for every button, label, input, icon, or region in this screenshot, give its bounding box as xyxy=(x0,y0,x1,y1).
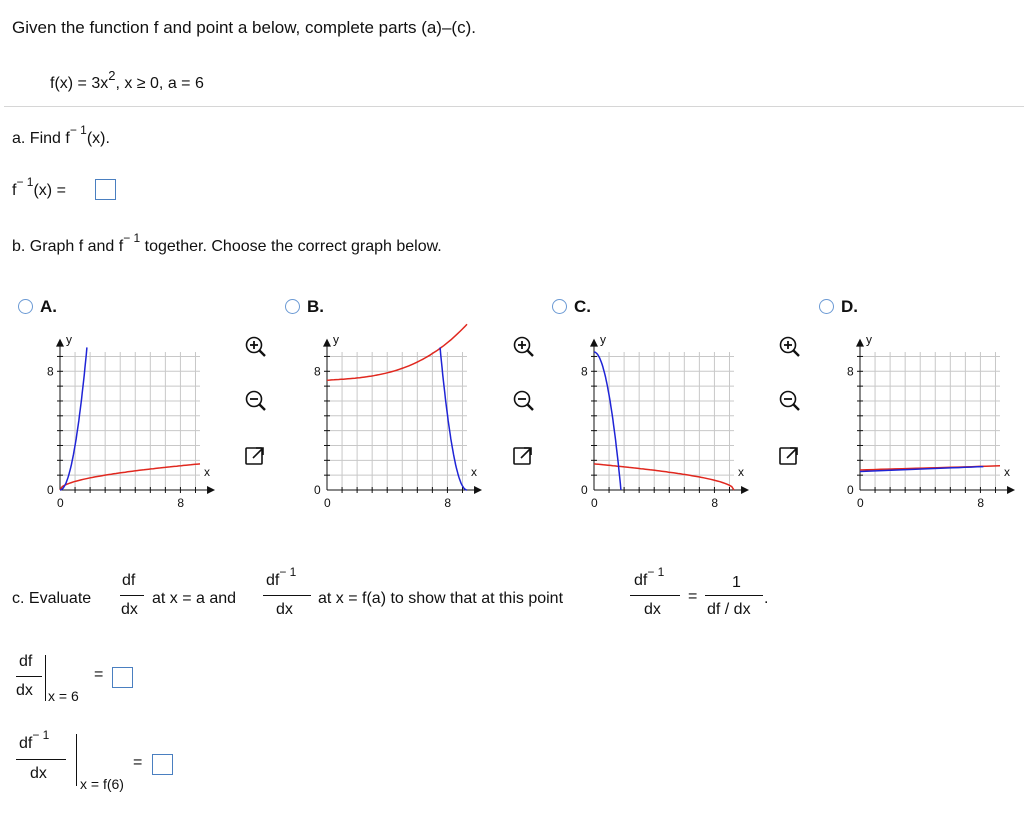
part-c-df-over-dx: df / dx xyxy=(707,601,751,618)
eval2-df-inverse xyxy=(19,728,50,753)
option-b-radio[interactable] xyxy=(285,299,300,314)
y-axis-arrow xyxy=(56,339,64,347)
option-d-label[interactable]: D. xyxy=(841,297,858,316)
zoom-in-icon[interactable] xyxy=(510,334,536,360)
part-c-df-numerator: df xyxy=(122,572,136,589)
y-axis-label: y xyxy=(66,332,72,347)
part-c-at-x-fa: at x = f(a) to show that at this point xyxy=(318,590,564,607)
x-axis-label: x xyxy=(471,465,477,479)
lens-handle xyxy=(794,351,800,357)
function-exponent: 2 xyxy=(108,68,116,83)
inverse-curve xyxy=(594,464,734,490)
y-tick-label-0: 0 xyxy=(314,483,321,497)
question-prompt: Given the function f and point a below, complete parts (a)–(c). xyxy=(12,18,476,37)
part-c-dx-denominator: dx xyxy=(121,601,138,618)
eval2-inverse-sup: − 1 xyxy=(32,728,50,742)
graph-option-b xyxy=(307,330,497,530)
y-axis-arrow xyxy=(323,339,331,347)
divider xyxy=(4,106,1024,107)
expand-icon[interactable] xyxy=(776,443,802,469)
eval1-dx: dx xyxy=(16,682,33,699)
fraction-bar xyxy=(263,595,311,596)
df-inverse-dx-answer-box[interactable] xyxy=(152,754,173,775)
part-c-df-inverse: df xyxy=(266,572,280,589)
y-tick-label-8: 8 xyxy=(581,364,588,379)
part-c-one: 1 xyxy=(732,574,741,591)
evaluation-bar xyxy=(45,655,46,701)
option-c-radio[interactable] xyxy=(552,299,567,314)
graph-option-c xyxy=(574,330,764,530)
part-b-inverse-sup: − 1 xyxy=(123,231,141,245)
function-curve xyxy=(60,347,87,490)
part-a-answer-sup: − 1 xyxy=(16,175,34,189)
graph-option-d xyxy=(840,330,1024,530)
lens-handle xyxy=(260,405,266,411)
eval2-subscript: x = f(6) xyxy=(80,776,124,792)
part-a-label-start: a. Find f xyxy=(12,130,70,147)
x-axis-arrow xyxy=(474,486,482,494)
function-rest: , x ≥ 0, a = 6 xyxy=(115,75,204,92)
eval2-df: df xyxy=(19,735,33,752)
inverse-curve xyxy=(327,324,467,380)
part-a-inverse-sup: − 1 xyxy=(69,123,87,137)
x-tick-label-0: 0 xyxy=(591,496,598,510)
part-c-dx-denominator-2: dx xyxy=(276,601,293,618)
zoom-in-icon[interactable] xyxy=(242,334,268,360)
graph-option-a xyxy=(40,330,230,530)
function-curve xyxy=(594,352,621,490)
part-b-label xyxy=(12,231,442,256)
x-axis-label: x xyxy=(738,465,744,479)
eval2-equals: = xyxy=(133,754,143,771)
zoom-in-icon[interactable] xyxy=(776,334,802,360)
part-c-at-x-a: at x = a and xyxy=(152,590,237,607)
lens-handle xyxy=(528,405,534,411)
zoom-out-icon[interactable] xyxy=(242,388,268,414)
expand-icon[interactable] xyxy=(242,443,268,469)
option-a-radio[interactable] xyxy=(18,299,33,314)
y-axis-label: y xyxy=(866,332,872,347)
expand-icon[interactable] xyxy=(510,443,536,469)
y-tick-label-8: 8 xyxy=(847,364,854,379)
y-axis-label: y xyxy=(600,332,606,347)
inverse-function-answer-box[interactable] xyxy=(95,179,116,200)
part-c-inverse-sup-3: − 1 xyxy=(647,565,665,579)
fraction-bar xyxy=(16,676,42,677)
zoom-out-icon[interactable] xyxy=(776,388,802,414)
x-tick-label-8: 8 xyxy=(711,496,719,510)
function-def-text: f(x) = 3x xyxy=(50,75,109,92)
x-tick-label-8: 8 xyxy=(177,496,185,510)
part-c-inverse-sup: − 1 xyxy=(279,565,297,579)
x-axis-label: x xyxy=(1004,465,1010,479)
y-tick-label-0: 0 xyxy=(847,483,854,497)
part-c-equals: = xyxy=(688,588,698,605)
option-c-label[interactable]: C. xyxy=(574,297,591,316)
part-c-df-inverse-3: df xyxy=(634,572,648,589)
y-tick-label-0: 0 xyxy=(581,483,588,497)
part-a-answer-suffix: (x) = xyxy=(33,182,66,199)
fraction-bar xyxy=(16,759,66,760)
part-c-df-inverse-numerator-3 xyxy=(634,565,665,590)
evaluation-bar xyxy=(76,734,77,786)
lens-handle xyxy=(794,405,800,411)
part-a-label-end: (x). xyxy=(86,130,110,147)
y-axis-arrow xyxy=(590,339,598,347)
eval1-subscript: x = 6 xyxy=(48,688,79,704)
part-a-label xyxy=(12,123,110,148)
x-axis-label: x xyxy=(204,465,210,479)
part-a-answer-prefix xyxy=(12,175,66,200)
df-dx-answer-box[interactable] xyxy=(112,667,133,688)
y-tick-label-8: 8 xyxy=(47,364,54,379)
option-b-label[interactable]: B. xyxy=(307,297,324,316)
x-tick-label-8: 8 xyxy=(444,496,452,510)
x-axis-arrow xyxy=(207,486,215,494)
option-d-radio[interactable] xyxy=(819,299,834,314)
x-tick-label-8: 8 xyxy=(977,496,985,510)
part-b-label-start: b. Graph f and f xyxy=(12,238,124,255)
x-tick-label-0: 0 xyxy=(57,496,64,510)
lens-handle xyxy=(260,351,266,357)
y-tick-label-0: 0 xyxy=(47,483,54,497)
fraction-bar xyxy=(630,595,680,596)
x-tick-label-0: 0 xyxy=(324,496,331,510)
part-c-dx-denominator-3: dx xyxy=(644,601,661,618)
y-tick-label-8: 8 xyxy=(314,364,321,379)
function-definition xyxy=(50,68,204,93)
part-c-label: c. Evaluate xyxy=(12,590,92,607)
part-c-df-inverse-numerator xyxy=(266,565,297,590)
zoom-out-icon[interactable] xyxy=(510,388,536,414)
part-a-answer-f: f xyxy=(12,182,17,199)
x-tick-label-0: 0 xyxy=(857,496,864,510)
y-axis-label: y xyxy=(333,332,339,347)
eval2-dx: dx xyxy=(30,765,47,782)
inverse-curve xyxy=(60,464,200,490)
eval1-equals: = xyxy=(94,666,104,683)
fraction-bar xyxy=(705,595,763,596)
x-axis-arrow xyxy=(1007,486,1015,494)
x-axis-arrow xyxy=(741,486,749,494)
lens-handle xyxy=(528,351,534,357)
eval1-df: df xyxy=(19,653,33,670)
option-a-label[interactable]: A. xyxy=(40,297,57,316)
part-b-label-end: together. Choose the correct graph below. xyxy=(140,238,442,255)
part-c-period: . xyxy=(764,590,769,607)
fraction-bar xyxy=(120,595,144,596)
y-axis-arrow xyxy=(856,339,864,347)
